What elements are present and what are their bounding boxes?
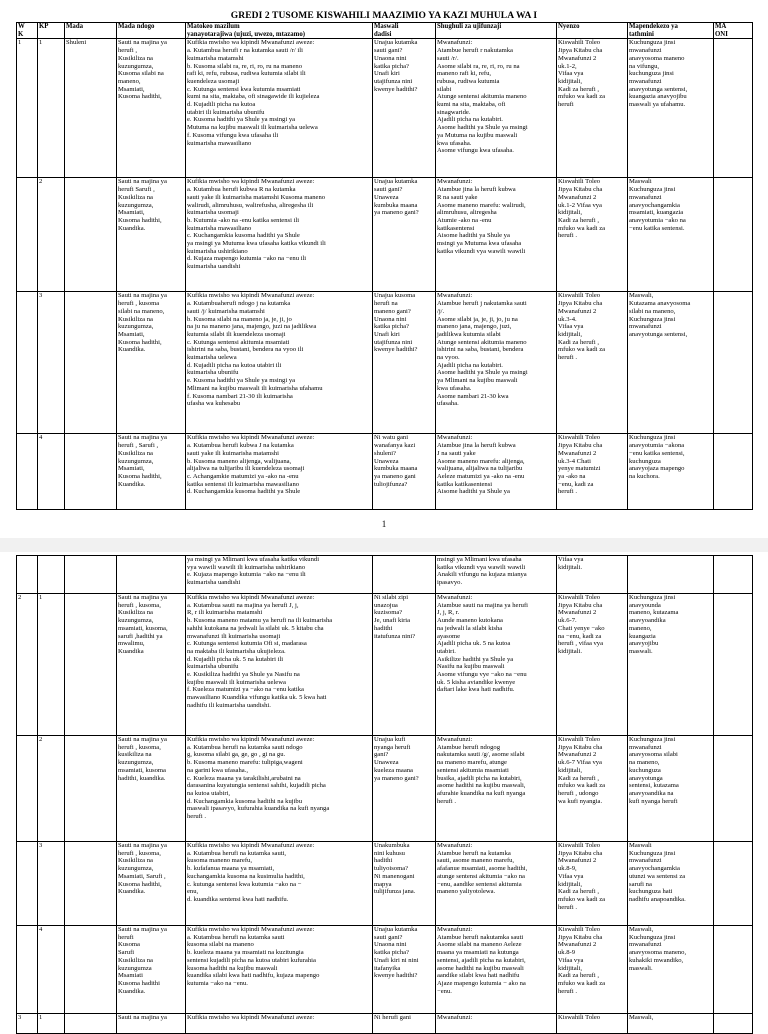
- topic-cell: [65, 736, 117, 842]
- week-cell: 1: [17, 39, 38, 178]
- resources-cell: Kiswahili Toleo Jipya Kitabu cha Mwanafunzi 2 uk.6-7. Chati yenye −ako na −enu, kadi za herufi , vifaa vya kidijitali.: [557, 594, 628, 736]
- resources-cell: Kiswahili Toleo Jipya Kitabu cha Mwanafunzi 2 uk.3-4 Chati yenye matumizi ya -ako na −enu, kadi za herufi .: [557, 434, 628, 510]
- activities-cell: Mwanafunzi: Atambue herufi r nakutamka sauti /r/. Asome silabi ra, re, ri, ro, ru na maneno rafi ki, refu, rubusa, rudiwa kutumia silabi Atunge sentensi akitumia maneno kumi na sita, maktaba, ofi sinagwaride. Ajadili picha na kutabiri. Asome hadithi ya Shule ya msingi ya Mutuma na kujibu maswali kwa ufasaha. Asome vifungu kwa ufasaha.: [436, 39, 557, 178]
- period-cell: 1: [38, 1014, 65, 1034]
- outcomes-cell: Kufikia mwisho wa kipindi Mwanafunzi aweze:: [186, 1014, 373, 1034]
- period-cell: 4: [38, 926, 65, 1014]
- header-activities: Shughuli za ujifunzaji: [436, 23, 557, 39]
- remarks-cell: [714, 842, 753, 926]
- header-topic: Mada: [65, 23, 117, 39]
- outcomes-cell: Kufikia mwisho wa kipindi Mwanafunzi aweze: a. Kutambua herufi na kutamka sauti ndogo g, kusoma silabi ga, ge, go , gi na gu. b. Kusoma maneno marefu: tulipiga,wageni na garini kwa ufasaha., c. Kueleza maana ya tarakilishi,arubaini na darasanina kuyatungia sentensi sahihi, kujadili picha na kutoa utabiri, d. Kuchangamkia kusoma hadithi na kujibu maswali ipasavyo, kufurahia kuandika na kufi nyanga herufi .: [186, 736, 373, 842]
- outcomes-cell: Kufikia mwisho wa kipindi Mwanafunzi aweze: a. Kutambuaherufi ndogo j na kutamka sauti /j/ kuimarisha matamshi b. Kusoma silabi na maneno ja, je, ji, jo na ju na maneno jana, majengo, juzi na jadilikwa kutumia silabi ili kuendeleza usomaji c. Kutunga sentensi akitumia msamiati ishirini na saba, bustani, bendera na vyoo ili kuimarisha uelewa d. Kujadili picha na kutoa utabiri ili kuimarisha ubunifu e. Kusoma hadithi ya Shule ya msingi ya Mlimani na kujibu maswali ili kuimarisha ufahamu f. Kusoma nambari 21-30 ili kuimarisha ufasha wa kuhesabu: [186, 292, 373, 434]
- remarks-cell: [714, 39, 753, 178]
- assessment-cell: Maswali Kuchunguza jinsi mwanafunzi anavyochangamkia utunzi wa sentensi za sarufi na kuchunguza hati nadhifu anapoandika.: [628, 842, 714, 926]
- header-outcomes: Matokeo mazilum yanayotarajiwa (ujuzi, uwezo, mtazamo): [186, 23, 373, 39]
- subtopic-cell: Sauti na majina ya herufi , kusoma, kusikiliza na kuzungumza, msamiati, kusoma hadithi, kuandika.: [117, 736, 186, 842]
- remarks-cell: [714, 736, 753, 842]
- questions-cell: Unakumbuka nini kuhusu hadithi tuliyoisoma? Ni manenogani mapya tulijifunza jana.: [373, 842, 436, 926]
- questions-cell: Unajua kusoma herufi na maneno gani? Unaona nini katika picha? Unafi kiri utajifunza nini kwenye hadithi?: [373, 292, 436, 434]
- assessment-cell: Kuchunguza jinsi mwanafunzi anavyosoma maneno na vifungu, kuchunguza jinsi mwanafunzi anavyotunga sentensi, kuangazia anavyojibu maswali ya ufahamu.: [628, 39, 714, 178]
- week-cell: [17, 178, 38, 292]
- activities-cell: Mwanafunzi: Atambue herufi nakutamka sauti Asome silabi na maneno Aeleze maana ya msamiati na kutunga sentensi, ajadili picha na kutabiri, asome hadithi na kujibu maswali aandike silabi kwa hati nadhifu Ajaze mapengo kutumia − ako na −enu.: [436, 926, 557, 1014]
- resources-cell: Vifaa vya kidijitali.: [557, 556, 628, 594]
- subtopic-cell: Sauti na majina ya herufi , kusoma, Kusikiliza na kuzungumza, Msamiati, Sarufi , Kusoma hadithi, Kuandika.: [117, 842, 186, 926]
- activities-cell: Mwanafunzi: Atambue herufi na kutamka sauti, asome maneno marefu, afafanue msamiati, asome hadithi, atunge sentensi akitumia −ako na −enu, aandike sentensi akitumia maneno yaliyotolewa.: [436, 842, 557, 926]
- resources-cell: Kiswahili Toleo Jipya Kitabu cha Mwanafunzi 2 uk.6-7 Vifaa vya kidijitali, Kadi za herufi , mfuko wa kadi za herufi , udongo wa kufi nyangia.: [557, 736, 628, 842]
- activities-cell: Mwanafunzi: Atambue sauti na majina ya herufi J, j, R, r. Aunde maneno kutokana na jedwali la silabi kisha ayasome Ajadili picha uk. 5 na kutoa utabiri. Asikilize hadithi ya Shule ya Nasifu na kujibu maswali Asome vifungu vye −ako na −enu uk. 5 kisha aviandike kwenye daftari lake kwa hati nadhifu.: [436, 594, 557, 736]
- activities-cell: Mwanafunzi: Atambue jina la herufi kubwa R na sauti yake Asome maneno marefu: walirudi, alimruhusu, aliregesha Atumie -ako na -enu katikasentensi Aisome hadithi ya Shule ya msingi ya Mutuma kwa ufasaha katika vikundi vya wawili wawili: [436, 178, 557, 292]
- questions-cell: Unajua kutamka sauti gani? Unaweza kumbuka maana ya maneno gani?: [373, 178, 436, 292]
- page-number: 1: [381, 519, 387, 529]
- activities-cell: Mwanafunzi: Atambue herufi j nakutamka sauti /j/. Asome silabi ja, je, ji, jo, ju na maneno jana, majengo, juzi, jadilikwa kutumia silabi Atunge sentensi akitumia maneno ishirini na saba, bustani, bendera na vyoo. Ajadili picha na kutabiri. Asome hadithi ya Shule ya msingi ya Mlimani na kujibu maswali kwa ufasaha. Asome nambari 21-30 kwa ufasaha.: [436, 292, 557, 434]
- document-page-2: [16, 553, 752, 1033]
- assessment-cell: Maswali, Kutazama anavyosoma silabi na maneno, Kuchunguza jinsi mwanafunzi anavyotunga sentensi,: [628, 292, 714, 434]
- remarks-cell: [714, 292, 753, 434]
- assessment-cell: Maswali,: [628, 1014, 714, 1034]
- remarks-cell: [714, 594, 753, 736]
- subtopic-cell: Sauti na majina ya herufi , Sarufi , Kusikiliza na kuzungumza, Msamiati, Kusoma hadithi, Kuandika.: [117, 434, 186, 510]
- week-cell: 2: [17, 594, 38, 736]
- header-resources: Nyenzo: [557, 23, 628, 39]
- week-cell: [17, 842, 38, 926]
- header-week: W K: [17, 23, 38, 39]
- assessment-cell: Maswali, Kuchunguza jinsi mwanafunzi anavyosoma maneno, kuhakiki mwandiko, maswali.: [628, 926, 714, 1014]
- outcomes-cell: Kufikia mwisho wa kipindi Mwanafunzi aweze: a. Kutambua herufi kubwa J na kutamka sauti yake ili kuimarisha matamshi b. Kusoma maneno alijenga, walijuana, alijaliwa na tulijaribu ili kuendeleza usomaji c. Achangamkie matumizi ya -ako na -enu katika sentensi ili kuimarisha mawasiliano d. Kuchangamkia kusoma hadithi ya Shule: [186, 434, 373, 510]
- document-title: GREDI 2 TUSOME KISWAHILI MAAZIMIO YA KAZI MUHULA WA I: [230, 11, 538, 21]
- subtopic-cell: Sauti na majina ya herufi , kusoma silabi na maneno, Kusikiliza na kuzungumza, Msamiati, Kusoma hadithi, Kuandika.: [117, 292, 186, 434]
- remarks-cell: [714, 434, 753, 510]
- week-cell: [17, 292, 38, 434]
- topic-cell: [65, 842, 117, 926]
- subtopic-cell: Sauti na majina ya herufi Kusoma Sarufi Kusikiliza na kuzungumza Msamiati Kusoma hadithi Kuandika.: [117, 926, 186, 1014]
- period-cell: 1: [38, 39, 65, 178]
- header-assessment: Mapendekezo ya tathmini: [628, 23, 714, 39]
- questions-cell: Ni silabi zipi unazojua kuzisoma? Je, unafi kiria hadithi itatufunza nini?: [373, 594, 436, 736]
- week-cell: [17, 434, 38, 510]
- subtopic-cell: Sauti na majina ya: [117, 1014, 186, 1034]
- scheme-of-work-table: [16, 22, 753, 510]
- assessment-cell: Kuchunguza jinsi anavyotumia −akona −enu katika sentensi, kuchunguza anavyojaza mapengo na kuchora.: [628, 434, 714, 510]
- week-cell: 3: [17, 1014, 38, 1034]
- outcomes-cell: Kufikia mwisho wa kipindi Mwanafunzi aweze: a. Kutambua herufi kubwa R na kutamka sauti yake ili kuimarisha matamshi Kusoma maneno walirudi, alimruhusu, walirefusha, aliregesha ili kuimarisha usomaji b. Kutumia -ako na -enu katika sentensi ili kuimarisha mawasiliano c. Kuchangamkia kusoma hadithi ya Shule ya msingi ya Mutuma kwa ufasaha katika vikundi ili kuimarisha ushirikiano d. Kujaza mapengo kutumia −ako na −enu ili kuimarisha uandishi: [186, 178, 373, 292]
- activities-cell: msingi ya Mlimani kwa ufasaha katika vikundi vya wawili wawili Anakili vifungu na kujaza mianya ipasavyo.: [436, 556, 557, 594]
- questions-cell: Unajua kutamka sauti gani? Unaona nini katika picha? Unafi kiri utajifunza nini kwenye hadithi?: [373, 39, 436, 178]
- outcomes-cell: Kufikia mwisho wa kipindi Mwanafunzi aweze: a. Kutambua herufi na kutamka sauti kusoma silabi na maneno b. kueleza maana ya msamiati na kuzitungia sentensi kujadili picha na kutoa utabiri kufurahia kusoma hadithi na kujibu maswali kuandika silabi kwa hati nadhifu, kujaza mapengo kutumia −ako na −enu.: [186, 926, 373, 1014]
- activities-cell: Mwanafunzi:: [436, 1014, 557, 1034]
- table-header-row: [17, 23, 753, 39]
- table-row: [17, 434, 753, 510]
- outcomes-cell: ya msingi ya Mlimani kwa ufasaha katika vikundi vya wawili wawili ili kuimarisha ushirikiano e. Kujaza mapengo kutumia −ako na −enu ili kuimarisha uandishi: [186, 556, 373, 594]
- questions-cell: Unajua kutamka sauti gani? Unaona nini katika picha? Unafi kiri ni nini itafanyika kwenye hadithi?: [373, 926, 436, 1014]
- period-cell: 1: [38, 594, 65, 736]
- table-row: [17, 178, 753, 292]
- table-row: [17, 926, 753, 1014]
- resources-cell: Kiswahili Toleo Jipya Kitabu cha Mwanafunzi 2 uk.8-9, Vifaa vya kidijitali, Kadi za herufi , mfuko wa kadi za herufi .: [557, 842, 628, 926]
- resources-cell: Kiswahili Toleo Jipya Kitabu cha Mwanafunzi 2 uk.8-9 Vifaa vya kidijitali, Kadi za herufi , mfuko wa kadi za herufi .: [557, 926, 628, 1014]
- subtopic-cell: Sauti na majina ya herufi Sarufi , Kusikiliza na kuzungumza, Msamiati, Kusoma hadithi, Kuandika.: [117, 178, 186, 292]
- week-cell: [17, 926, 38, 1014]
- activities-cell: Mwanafunzi: Atambue jina la herufi kubwa J na sauti yake Asome maneno marefu: alijenga, walijuana, alijaliwa na tulijaribu Aeleze matumizi ya -ako na -enu katika katikasentensi Aisome hadithi ya Shule ya: [436, 434, 557, 510]
- table-row: [17, 736, 753, 842]
- subtopic-cell: Sauti na majina ya herufi , Kusikiliza na kuzungumza, Kusoma silabi na maneno, Msamiati, Kusoma hadithi,: [117, 39, 186, 178]
- remarks-cell: [714, 926, 753, 1014]
- subtopic-cell: Sauti na majina ya herufi , kusoma, Kusikiliza na kuzungumza, msamiati, kusoma, sarufi ,hadithi ya mwalimu, Kuandika: [117, 594, 186, 736]
- document-page-1: [16, 0, 752, 530]
- table-row: [17, 594, 753, 736]
- topic-cell: [65, 926, 117, 1014]
- table-row: [17, 292, 753, 434]
- questions-cell: Ni watu gani wanafanya kazi shuleni? Unaweza kumbuka maana ya maneno gani tuliojifunza?: [373, 434, 436, 510]
- remarks-cell: [714, 178, 753, 292]
- topic-cell: [65, 292, 117, 434]
- assessment-cell: Maswali Kuchunguza jinsi mwanafunzi anavyochangamkia msamiati, kuangazia anavyotumia −ako na −enu katika sentensi.: [628, 178, 714, 292]
- header-questions: Maswali dadisi: [373, 23, 436, 39]
- period-cell: 4: [38, 434, 65, 510]
- period-cell: 3: [38, 842, 65, 926]
- header-period: KP: [38, 23, 65, 39]
- resources-cell: Kiswahili Toleo Jipya Kitabu cha Mwanafunzi 2 uk.1-2, Vifaa vya kidijitali, Kadi za herufi , mfuko wa kadi za herufi: [557, 39, 628, 178]
- table-row-continuation: [17, 556, 753, 594]
- header-subtopic: Mada ndogo: [117, 23, 186, 39]
- questions-cell: Ni herufi gani: [373, 1014, 436, 1034]
- questions-cell: Unajua kufi nyanga herufi gani? Unaweza kueleza maana ya maneno gani?: [373, 736, 436, 842]
- table-row: [17, 39, 753, 178]
- resources-cell: Kiswahili Toleo Jipya Kitabu cha Mwanafunzi 2 uk.3-4. Vifaa vya kidijitali, Kadi za herufi , mfuko wa kadi za herufi .: [557, 292, 628, 434]
- activities-cell: Mwanafunzi: Atambue herufi ndogog nakutamka sauti /g/, asome silabi na maneno marefu, atunge sentensi akitumia msamiati busika, ajadili picha na kutabiri, asome hadithi na kujibu maswali, afurahie kuandika na kufi nyanga herufi .: [436, 736, 557, 842]
- period-cell: 3: [38, 292, 65, 434]
- period-cell: 2: [38, 178, 65, 292]
- week-cell: [17, 736, 38, 842]
- page-gap: [0, 538, 768, 552]
- table-row: [17, 842, 753, 926]
- topic-cell: Shuleni: [65, 39, 117, 178]
- resources-cell: Kiswahili Toleo Jipya Kitabu cha Mwanafunzi 2 uk.1-2 Vifaa vya kidijitali, Kadi za herufi , mfuko wa kadi za herufi .: [557, 178, 628, 292]
- outcomes-cell: Kufikia mwisho wa kipindi Mwanafunzi aweze: a. Kutambua sauti na majina ya herufi J, j, R, r ili kuimarisha matamshi b. Kusoma maneno matamu ya herufi na ili kuimarisha sahihi kutokana na jedwali la silabi uk. 5 kitabu cha mwanafunzi ili kuimarisha usomaji c. Kutunga sentensi kutumia Ofi si, madarasa na maktaba ili kuimarisha ukujieleza. d. Kujadili picha uk. 5 na kutabiri ili kuimarisha ubunifu e. Kusikiliza hadithi ya Shule ya Nasifu na kujibu maswali ili kuimarisha uelewa f. Kueleza matumizi ya −ako na −enu katika mawasiliano Kuandika vifungu katika uk. 5 kwa hati nadhifu ili kuimarisha uandishi.: [186, 594, 373, 736]
- topic-cell: [65, 594, 117, 736]
- topic-cell: [65, 178, 117, 292]
- outcomes-cell: Kufikia mwisho wa kipindi Mwanafunzi aweze: a. Kutambua herufi r na kutamka sauti /r/ ili kuimarisha matamshi b. Kusoma silabi ra, re, ri, ro, ru na maneno rafi ki, refu, rubusa, rudiwa kutumia silabi ili kuendeleza usomaji c. Kutunga sentensi kwa kutumia msamiati kumi na sita, maktaba, ofi sinagawide ili kujieleza d. Kujadili picha na kutoa utabiri ili kuimarisha ubunifu e. Kusoma hadithi ya Shule ya msingi ya Mutuma na kujibu maswali ili kuimarisha uelewa f. Kusoma vifungu kwa ufasaha ili kuimarisha mawasiliano: [186, 39, 373, 178]
- scheme-of-work-table-continued: [16, 555, 753, 1034]
- header-remarks: MA ONI: [714, 23, 753, 39]
- topic-cell: [65, 434, 117, 510]
- outcomes-cell: Kufikia mwisho wa kipindi Mwanafunzi aweze: a. Kutambua herufi na kutamka sauti, kusoma maneno marefu, b. kufafanua maana ya msamiati, kuchangamkia kusoma na kusimulia hadithi, c. kutunga sentensi kwa kutumia −ako na − enu, d. kuandika sentensi kwa hati nadhifu.: [186, 842, 373, 926]
- resources-cell: Kiswahili Toleo: [557, 1014, 628, 1034]
- assessment-cell: Kuchunguza jinsi mwanafunzi anavyosoma silabi na maneno, kuchunguza anavyotunga sentensi, kutazama anavyoandika na kufi nyanga herufi: [628, 736, 714, 842]
- assessment-cell: Kuchunguza jinsi anavyounda maneno, kutazama anavyoandika maneno, kuangazia anavyojibu maswali.: [628, 594, 714, 736]
- period-cell: 2: [38, 736, 65, 842]
